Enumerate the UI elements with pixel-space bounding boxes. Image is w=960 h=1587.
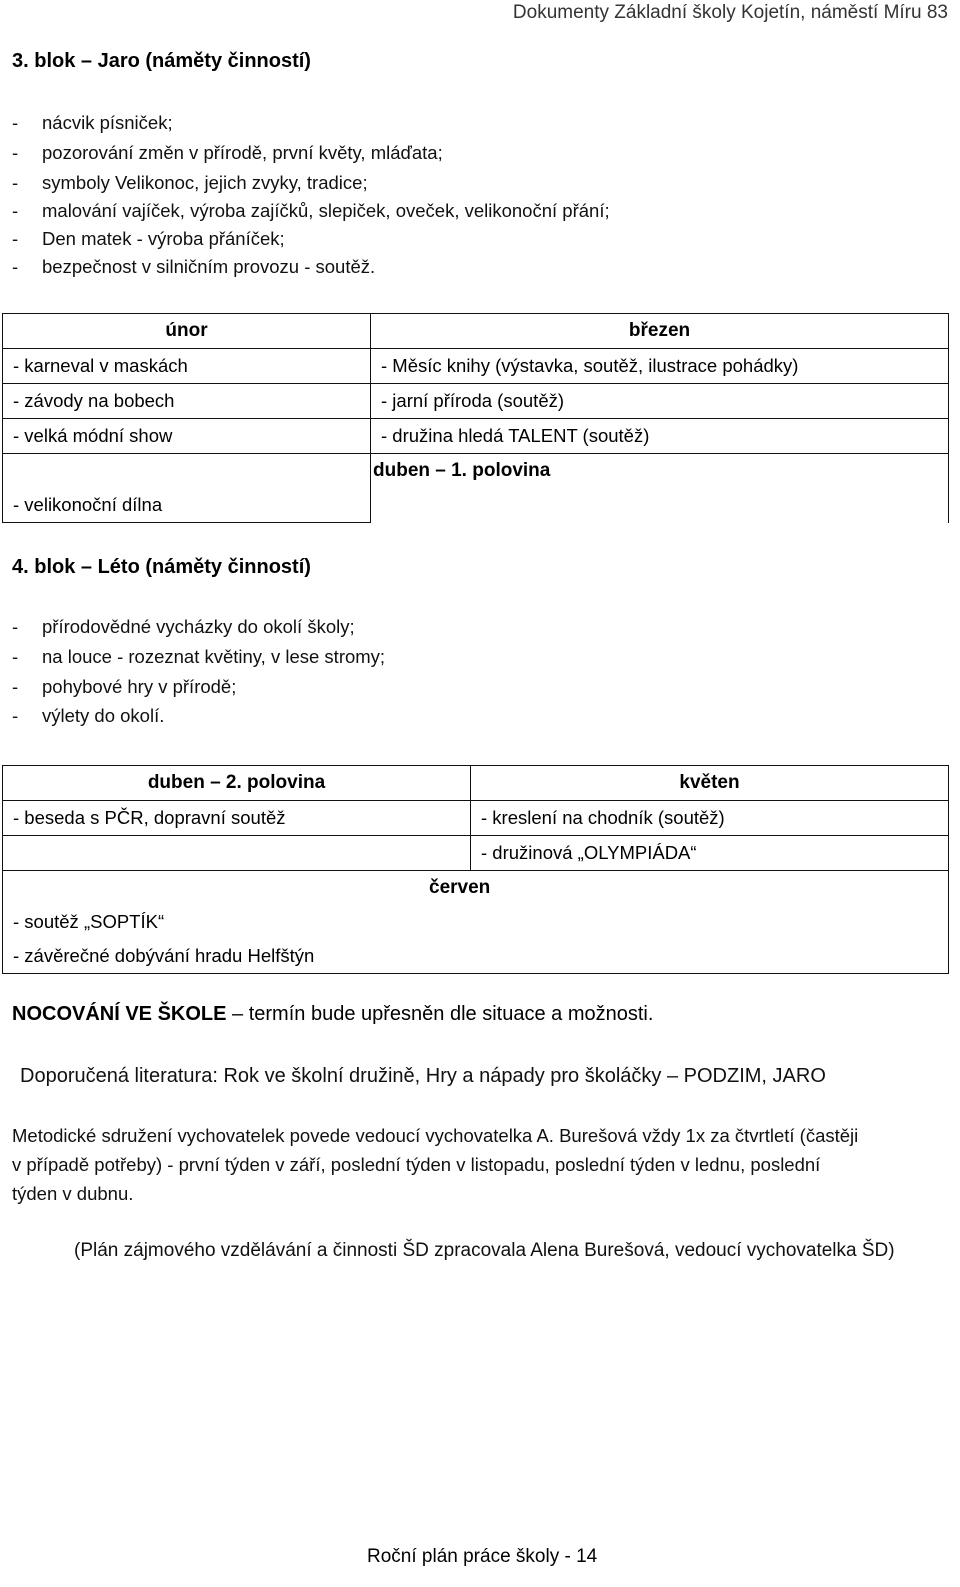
list-item: - pozorování změn v přírodě, první květy, mláďata; bbox=[12, 142, 443, 163]
paragraph-line: týden v dubnu. bbox=[12, 1183, 134, 1204]
list-item: - pohybové hry v přírodě; bbox=[12, 676, 237, 697]
table-cell: - kreslení na chodník (soutěž) bbox=[471, 801, 949, 836]
plan-note: (Plán zájmového vzdělávání a činnosti ŠD zpracovala Alena Burešová, vedoucí vychovatelka ŠD) bbox=[74, 1240, 895, 1261]
table-cell-text: - závěrečné dobývání hradu Helfštýn bbox=[13, 945, 315, 966]
table-cell bbox=[3, 871, 949, 974]
document-header: Dokumenty Základní školy Kojetín, náměstí Míru 83 bbox=[512, 2, 948, 23]
page-footer: Roční plán práce školy - 14 bbox=[367, 1546, 598, 1567]
table-cell: - velká módní show bbox=[3, 419, 371, 454]
month-header-duben-2: duben – 2. polovina bbox=[3, 766, 471, 801]
month-header-brezen: březen bbox=[371, 314, 949, 349]
list-item: - nácvik písniček; bbox=[12, 112, 173, 133]
list-item: - bezpečnost v silničním provozu - soutěž. bbox=[12, 256, 376, 277]
table-cell: - družina hledá TALENT (soutěž) bbox=[371, 419, 949, 454]
block4-title: 4. blok – Léto (náměty činností) bbox=[12, 556, 311, 578]
schedule-table-summer bbox=[2, 765, 949, 974]
paragraph-line: v případě potřeby) - první týden v září, poslední týden v listopadu, poslední týden v lednu, poslední bbox=[12, 1154, 821, 1175]
table-cell-text: - soutěž „SOPTÍK“ bbox=[13, 911, 165, 932]
table-cell-text: - velikonoční dílna bbox=[13, 494, 163, 515]
table-cell: - závody na bobech bbox=[3, 384, 371, 419]
list-item: - Den matek - výroba přáníček; bbox=[12, 228, 285, 249]
table-cell: - družinová „OLYMPIÁDA“ bbox=[471, 836, 949, 871]
month-header-unor: únor bbox=[3, 314, 371, 349]
month-header-kveten: květen bbox=[471, 766, 949, 801]
list-item: - malování vajíček, výroba zajíčků, slepiček, oveček, velikonoční přání; bbox=[12, 200, 610, 221]
table-cell: - beseda s PČR, dopravní soutěž bbox=[3, 801, 471, 836]
table-cell bbox=[371, 454, 949, 523]
list-item: - přírodovědné vycházky do okolí školy; bbox=[12, 616, 355, 637]
list-item: - symboly Velikonoc, jejich zvyky, tradice; bbox=[12, 172, 368, 193]
list-item: - výlety do okolí. bbox=[12, 705, 165, 726]
paragraph-line: Metodické sdružení vychovatelek povede vedoucí vychovatelka A. Burešová vždy 1x za čtvrtletí (častěji bbox=[12, 1125, 859, 1146]
table-cell: - Měsíc knihy (výstavka, soutěž, ilustrace pohádky) bbox=[371, 349, 949, 384]
list-item: - na louce - rozeznat květiny, v lese stromy; bbox=[12, 646, 386, 667]
table-cell bbox=[3, 836, 471, 871]
table-cell: - jarní příroda (soutěž) bbox=[371, 384, 949, 419]
block3-title: 3. blok – Jaro (náměty činností) bbox=[12, 50, 311, 72]
nocovani-note: NOCOVÁNÍ VE ŠKOLE – termín bude upřesněn dle situace a možnosti. bbox=[12, 1003, 654, 1025]
literature-note: Doporučená literatura: Rok ve školní družině, Hry a nápady pro školáčky – PODZIM, JARO bbox=[20, 1065, 826, 1087]
month-header-cerven: červen bbox=[429, 877, 491, 898]
month-header-duben-1: duben – 1. polovina bbox=[373, 460, 551, 481]
table-cell: - karneval v maskách bbox=[3, 349, 371, 384]
table-cell bbox=[3, 454, 371, 523]
schedule-table-spring bbox=[2, 313, 949, 523]
